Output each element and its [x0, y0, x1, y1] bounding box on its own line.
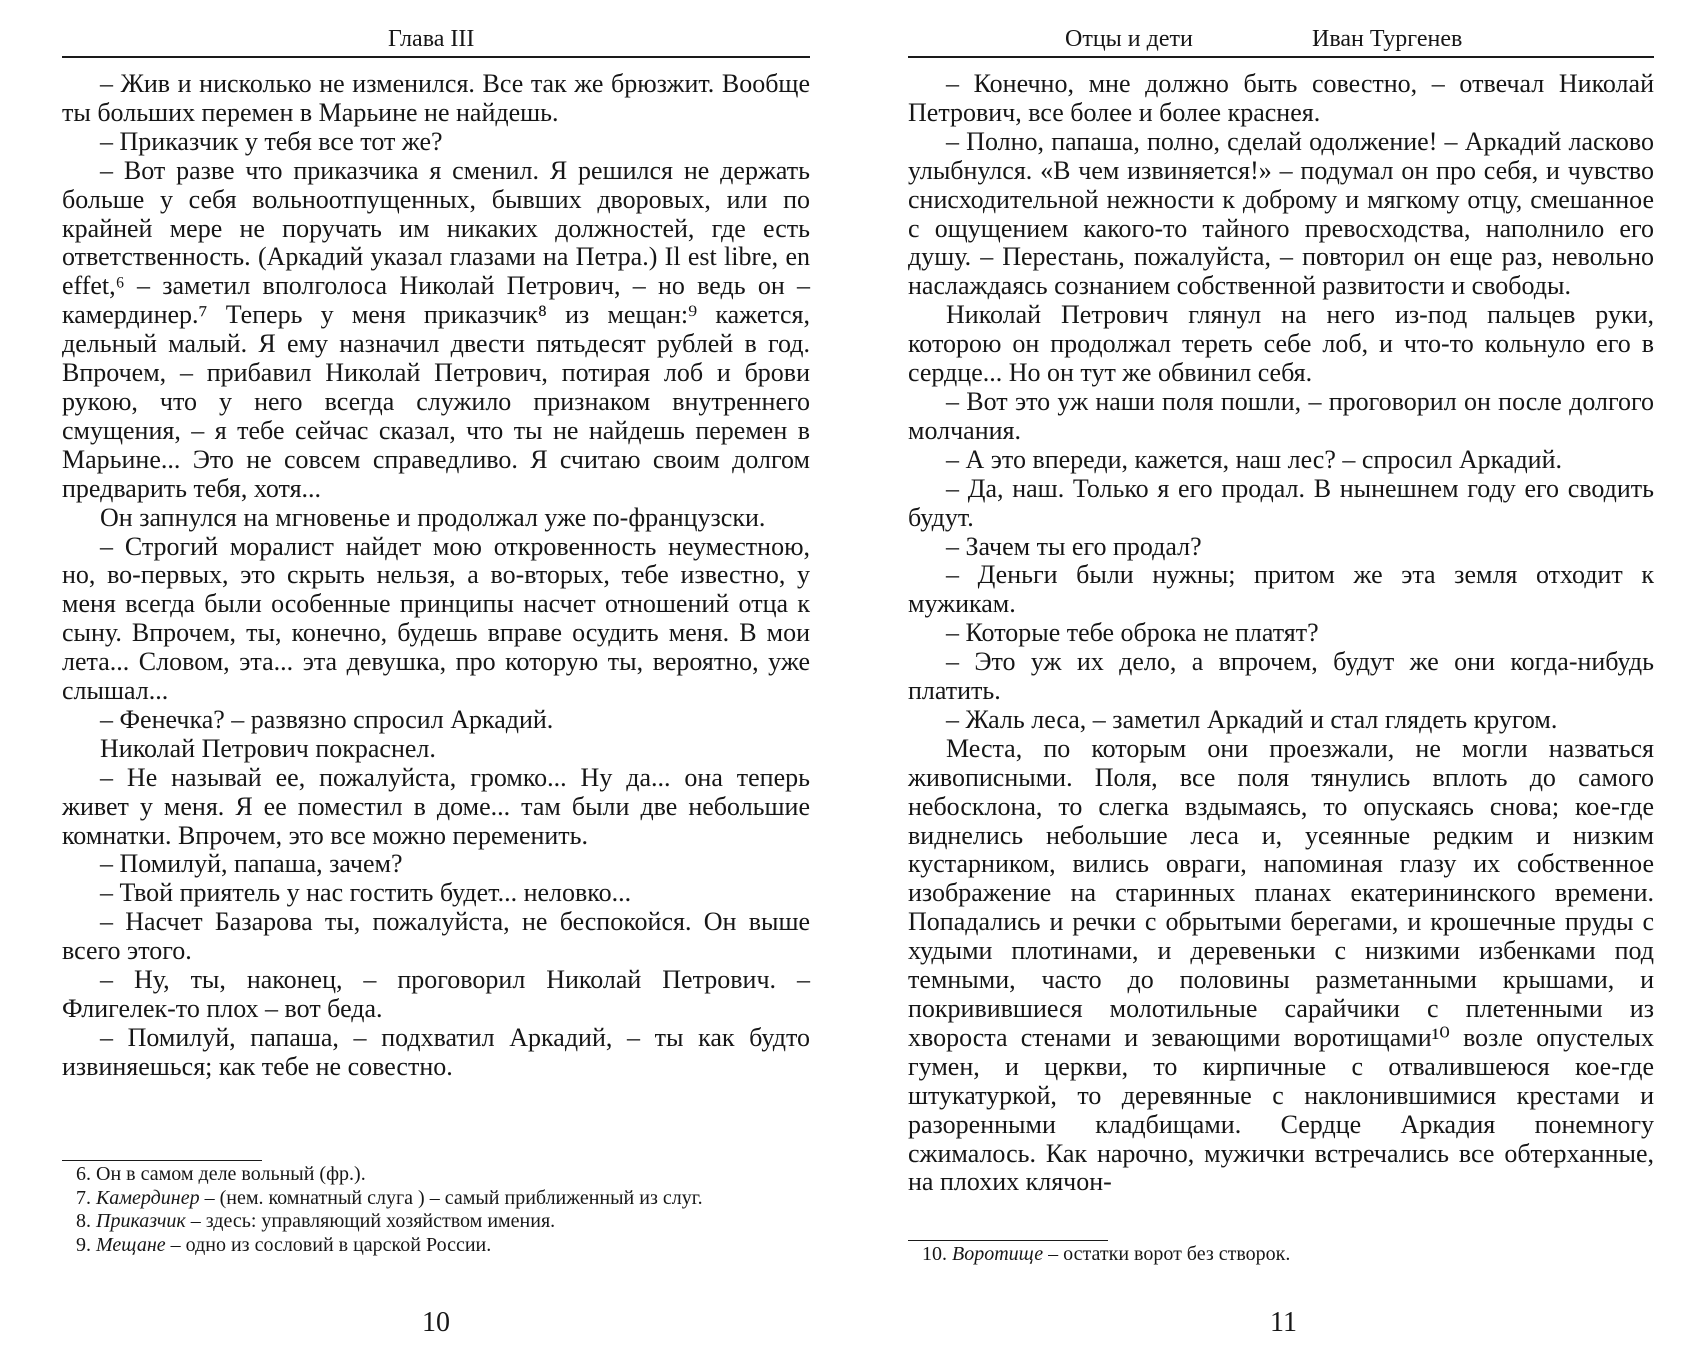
footnote-text: Он в самом деле вольный (фр.).: [96, 1163, 366, 1185]
paragraph: – Вот это уж наши поля пошли, – проговорил он после долгого молчания.: [908, 386, 1654, 445]
footnote: [62, 1210, 810, 1234]
paragraph: – Помилуй, папаша, – подхватил Аркадий, – ты как будто извиняешься; как тебе не совестно.: [62, 1022, 810, 1081]
footnote-text: – одно из сословий в царской России.: [165, 1233, 492, 1256]
footnote-number: 9.: [76, 1233, 96, 1256]
footnote-number: 8.: [76, 1210, 96, 1232]
paragraph: – Которые тебе оброка не платят?: [946, 618, 1319, 648]
book-title: Отцы и дети: [1065, 26, 1193, 52]
footnote: [62, 1234, 810, 1258]
paragraph: – Фенечка? – развязно спросил Аркадий.: [100, 704, 554, 734]
paragraph: – Ну, ты, наконец, – проговорил Николай Петрович. – Флигелек-то плох – вот беда.: [62, 965, 810, 1023]
footnote-rule: [62, 1160, 262, 1161]
footnote-number: 6.: [76, 1163, 96, 1185]
page-header: [908, 22, 1654, 56]
footnote-number: 7.: [76, 1186, 96, 1209]
header-rule: [62, 56, 810, 58]
footnotes: [62, 1163, 810, 1257]
page-text: [62, 70, 810, 1082]
footnote-term: Приказчик: [96, 1210, 186, 1232]
paragraph: – Это уж их дело, а впрочем, будут же они когда-нибудь платить.: [908, 647, 1654, 706]
paragraph: – Жив и нисколько не изменился. Все так же брюзжит. Вообще ты больших перемен в Марьине не найдешь.: [62, 69, 810, 127]
page-text: [908, 70, 1654, 1197]
paragraph: – Вот разве что приказчика я сменил. Я решился не держать больше у себя вольноотпущенных, бывших дворовых, или по крайней мере не поручать им никаких должностей, где есть ответственность. (Аркадий указал глазами на Петра.) Il est libre, en effet,⁶ – заметил вполголоса Николай Петрович, – но ведь он – камердинер.⁷ Теперь у меня приказчик⁸ из мещан:⁹ кажется, дельный малый. Я ему назначил двести пятьдесят рублей в год. Впрочем, – прибавил Николай Петрович, потирая лоб и брови рукою, что у него всегда служило признаком внутреннего смущения, – я тебе сейчас сказал, что ты не найдешь перемен в Марьине... Это не совсем справедливо. Я считаю своим долгом предварить тебя, хотя...: [62, 155, 810, 503]
paragraph: – Полно, папаша, полно, сделай одолжение! – Аркадий ласково улыбнулся. «В чем извиняется!» – подумал он про себя, и чувство снисходительной нежности к доброму и мягкому отцу, смешанное с ощущением какого-то тайного превосходства, наполнило его душу. – Перестань, пожалуйста, – повторил он еще раз, невольно наслаждаясь сознанием собственной развитости и свободы.: [908, 126, 1654, 301]
paragraph: Николай Петрович глянул на него из-под пальцев руки, которою он продолжал тереть себе лоб, и что-то кольнуло его в сердце... Но он тут же обвинил себя.: [908, 300, 1654, 388]
footnote-number: 10.: [922, 1243, 952, 1265]
paragraph: Он запнулся на мгновенье и продолжал уже по-французски.: [100, 502, 766, 532]
footnote-text: – остатки ворот без створок.: [1043, 1243, 1291, 1265]
footnote: [908, 1243, 1654, 1267]
page-number: 10: [422, 1307, 450, 1338]
footnote: [62, 1187, 810, 1211]
page-header: [62, 22, 810, 56]
paragraph: – Помилуй, папаша, зачем?: [100, 849, 403, 879]
paragraph: Места, по которым они проезжали, не могли назваться живописными. Поля, все поля тянулись вплоть до самого небосклона, то слегка вздымаясь, то опускаясь снова; кое-где виднелись небольшие леса и, усеянные редким и низким кустарником, вились овраги, напоминая глазу их собственное изображение на старинных планах екатерининского времени. Попадались и речки с обрытыми берегами, и крошечные пруды с худыми плотинами, и деревеньки с низкими избенками под темными, часто до половины разметанными крышами, и покривившиеся молотильные сарайчики с плетенными из хвороста стенами и зевающими воротищами¹⁰ возле опустелых гумен, и церкви, то кирпичные с отвалившеюся кое-где штукатуркой, то деревянные с наклонившимися крестами и разоренными кладбищами. Сердце Аркадия понемногу сжималось. Как нарочно, мужички встречались все обтерханные, на плохих клячон-: [908, 733, 1654, 1197]
paragraph: – Твой приятель у нас гостить будет... неловко...: [100, 878, 632, 908]
page-number: 11: [1270, 1307, 1297, 1338]
footnote-term: Камердинер: [96, 1186, 200, 1209]
paragraph: – А это впереди, кажется, наш лес? – спросил Аркадий.: [946, 444, 1563, 474]
footnote-term: Мещане: [96, 1233, 166, 1256]
footnotes: [908, 1243, 1654, 1267]
chapter-title: Глава III: [388, 26, 475, 52]
paragraph: Николай Петрович покраснел.: [100, 733, 436, 763]
paragraph: – Не называй ее, пожалуйста, громко... Ну да... она теперь живет у меня. Я ее поместил в доме... там были две небольшие комнатки. Впрочем, это все можно переменить.: [62, 762, 810, 850]
right-page: [908, 0, 1654, 1348]
paragraph: – Деньги были нужны; притом же эта земля отходит к мужикам.: [908, 560, 1654, 619]
paragraph: – Зачем ты его продал?: [946, 531, 1202, 561]
left-page: [62, 0, 810, 1348]
paragraph: – Насчет Базарова ты, пожалуйста, не беспокойся. Он выше всего этого.: [62, 907, 810, 966]
header-rule: [908, 56, 1654, 58]
footnote: [62, 1163, 810, 1187]
footnote-rule: [908, 1240, 1108, 1241]
footnote-text: – здесь: управляющий хозяйством имения.: [185, 1210, 556, 1232]
paragraph: – Жаль леса, – заметил Аркадий и стал глядеть кругом.: [946, 704, 1558, 734]
book-author: Иван Тургенев: [1312, 26, 1463, 52]
footnote-text: – (нем. комнатный слуга ) – самый приближенный из слуг.: [199, 1186, 703, 1209]
paragraph: – Строгий моралист найдет мою откровенность неуместною, но, во-первых, это скрыть нельзя, а во-вторых, тебе известно, у меня всегда были особенные принципы насчет отношений отца к сыну. Впрочем, ты, конечно, будешь вправе осудить меня. В мои лета... Словом, эта... эта девушка, про которую ты, вероятно, уже слышал...: [62, 531, 810, 706]
paragraph: – Приказчик у тебя все тот же?: [100, 126, 443, 156]
footnote-term: Воротище: [952, 1243, 1044, 1265]
paragraph: – Конечно, мне должно быть совестно, – отвечал Николай Петрович, все более и более краснея.: [908, 69, 1654, 127]
paragraph: – Да, наш. Только я его продал. В нынешнем году его сводить будут.: [908, 473, 1654, 532]
